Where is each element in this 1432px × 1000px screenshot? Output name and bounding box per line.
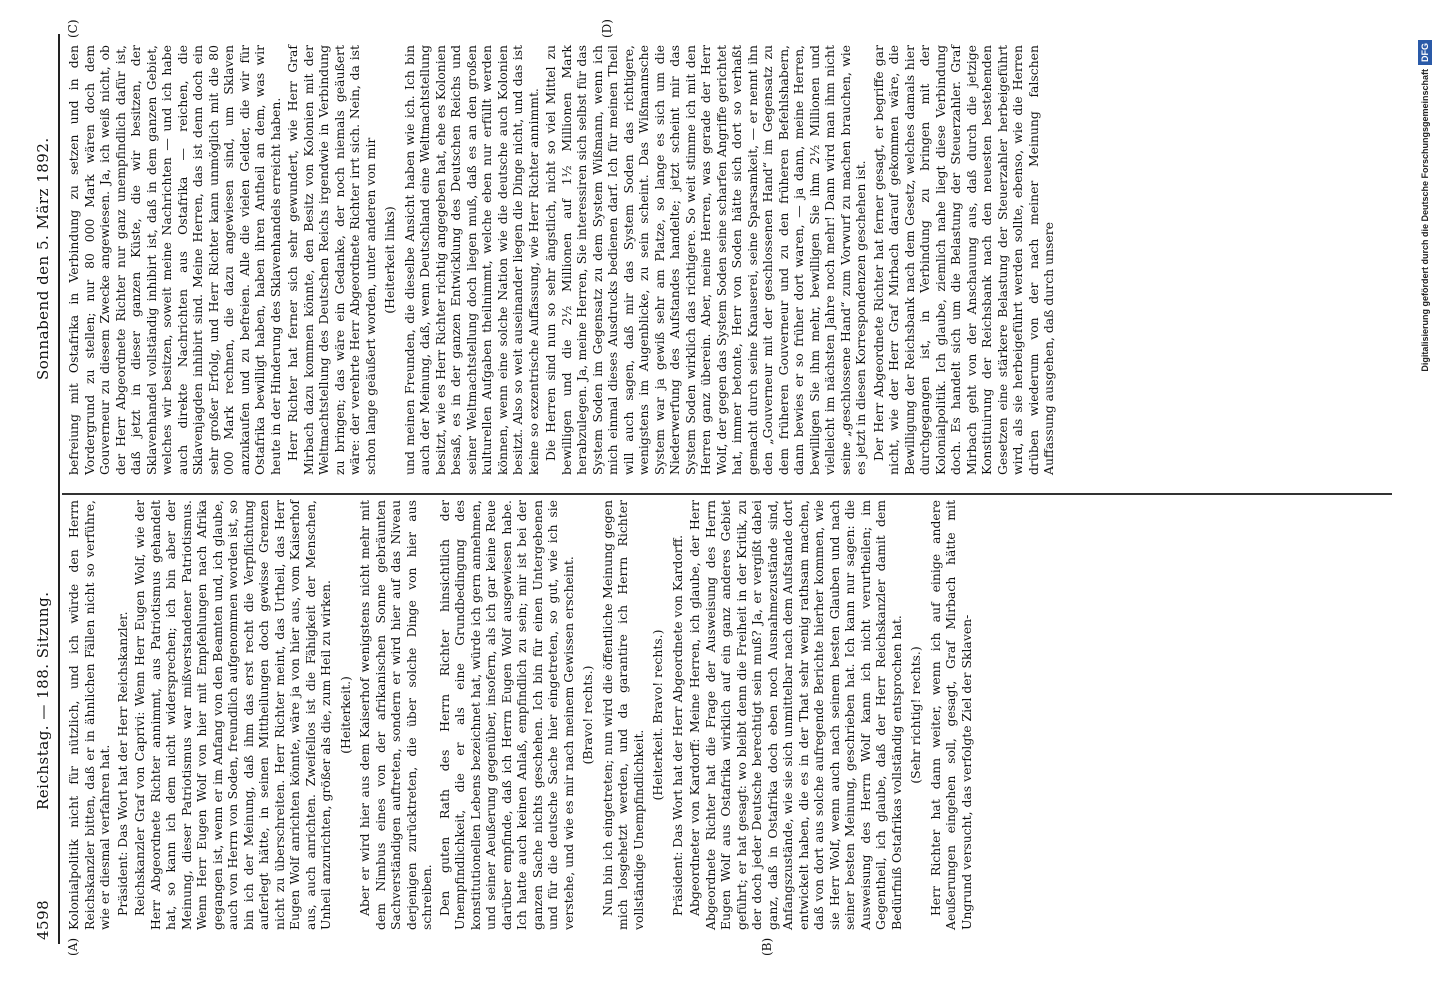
paragraph: Nun bin ich eingetreten; nun wird die öffentliche Meinung gegen mich losgehetzt werden, und da garantire ich Herrn Richter vollständige Unempfindlichkeit.: [599, 500, 646, 930]
margin-mark-c: (C): [66, 19, 80, 38]
paragraph: Aber er wird hier aus dem Kaiserhof wenigstens nicht mehr mit dem Nimbus eines von der afrikanischen Sonne gebräunten Sachverständigen auftreten, sondern er wird hier auf das Niveau derjenigen zurücktreten, die über solche Dinge von hier aus schreiben.: [357, 500, 434, 930]
session-date: Sonnabend den 5. März 1892.: [34, 137, 52, 380]
page-number: 4598: [34, 899, 52, 940]
paragraph: Der Herr Abgeordnete Richter hat ferner gesagt, er begriffe gar nicht, wie der Herr Graf Mirbach darauf gekommen wäre, die Bewilligung der Reichsbank nach dem Gesetz, welches damals hier durchgegangen ist, in Verbindung zu bringen mit der Kolonialpolitik. Ich glaube, ziemlich nahe liegt diese Verbindung doch. Es handelt sich um die Belastung der Steuerzahler. Graf Mirbach geht von der Anschauung aus, daß durch die jetzige Konstituirung der Reichsbank nach den neuesten bestehenden Gesetzen eine stärkere Belastung der Steuerzahler herbeigeführt wird, als sie herbeigeführt werden sollte, ebenso, wie die Herren drüben wiederum von der nach meiner Meinung falschen Auffassung ausgehen, daß durch unsere: [870, 45, 1056, 475]
paragraph: befreiung mit Ostafrika in Verbindung zu setzen und in den Vordergrund zu stellen; nur 80 000 Mark wären doch dem Gouverneur zu diesem Zwecke angewiesen. Ja, ich weiß nicht, ob der Herr Abgeordnete Richter nur ganz unempfindlich dafür ist, daß jetzt in dieser ganzen Küste, die wir besitzen, der Sklavenhandel vollständig inhibirt ist, daß in dem ganzen Gebiet, welches wir besitzen, soweit meine Nachrichten — und ich habe auch direkte Nachrichten aus Ostafrika — reichen, die Sklavenjagden inhibirt sind. Meine Herren, das ist denn doch ein sehr großer Erfolg, und Herr Richter kann unmöglich mit die 80 000 Mark rechnen, die dazu angewiesen sind, um Sklaven anzukaufen und zu befreien. Alle die vielen Gelder, die wir für Ostafrika bewilligt haben, haben ihren Antheil an dem, was wir heute in der Hinderung des Sklavenhandels erreicht haben.: [66, 45, 283, 475]
digitization-notice: [1418, 40, 1432, 960]
paragraph: und meinen Freunden, die dieselbe Ansicht haben wie ich. Ich bin auch der Meinung, daß, wenn Deutschland eine Weltmachtstellung besitzt, wie es Herr Richter richtig angegeben hat, ehe es Kolonien besaß, es in der ganzen Entwicklung des Deutschen Reichs und seiner Weltmachtstellung doch liegen muß, daß es an den großen kulturellen Aufgaben theilnimmt, welche eben nur erfüllt werden können, wenn eine solche Nation wie die deutsche auch Kolonien besitzt. Also so weit auseinander liegen die Dinge nicht, und das ist keine so exzentrische Auffassung, wie Herr Richter annimmt.: [401, 45, 541, 475]
speaker-paragraph: Präsident: Das Wort hat der Herr Abgeordnete von Kardorff.: [669, 534, 685, 916]
reaction: (Sehr richtig! rechts.): [908, 646, 923, 784]
column-divider: [62, 494, 1392, 496]
reaction: (Heiterkeit.): [337, 676, 353, 754]
paragraph: Abgeordneter von Kardorff: Meine Herren, ich glaube, der Herr Abgeordnete Richter hat die Frage der Ausweisung des Herrn Eugen Wolf aus Ostafrika wirklich auf ein ganz anderes Gebiet geführt; er hat gesagt: wo bleibt denn die Freiheit in der Kritik, zu der doch jeder Deutsche berechtigt sein muß? Ja, er vergißt dabei ganz, daß in Ostafrika doch eben noch Ausnahmezustände sind, Anfangszustände, wie sie sich unmittelbar nach dem Aufstande dort entwickelt haben, die es in der That sehr wenig rathsam machen, daß von dort aus solche aufregende Berichte hierher kommen, wie sie Herr Wolf, wenn auch nach seinem besten Glauben und nach seiner besten Meinung, geschrieben hat. Ich kann nur sagen: die Ausweisung des Herrn Wolf kann ich nicht verurtheilen; im Gegentheil, ich glaube, daß der Herr Reichskanzler damit dem Bedürfniß Ostafrikas vollständig entsprochen hat.: [687, 500, 904, 930]
paragraph: Herr Richter hat dann weiter, wenn ich auf einige andere Aeußerungen eingehen soll, gesagt, Graf Mirbach hätte mit Ungrund versucht, das verfolgte Ziel der Sklaven-: [927, 500, 974, 930]
paragraph: Den guten Rath des Herrn Richter hinsichtlich der Unempfindlichkeit, die er als eine Grundbedingung des konstitutionellen Lebens bezeichnet hat, würde ich gern annehmen, und seiner Aeußerung gegenüber, insofern, als ich gar keine Reue darüber empfinde, daß ich Herrn Eugen Wolf ausgewiesen habe. Ich hatte auch keinen Anlaß, empfindlich zu sein; mir ist bei der ganzen Sache nichts geschehen. Ich bin für einen Untergebenen und für die deutsche Sache hier eingetreten, so gut, wie ich sie verstehe, und wie es mir nach meinem Gewissen erscheint.: [436, 500, 576, 930]
reaction: (Heiterkeit links): [382, 206, 397, 314]
margin-mark-a: (A): [66, 937, 80, 956]
paragraph: Die Herren sind nun so sehr ängstlich, nicht so viel Mittel zu bewilligen und die 2½ Millionen auf 1½ Millionen Mark herabzulegen. Ja, meine Herren, Sie interessiren sich selbst für das System Soden im Gegensatz zu dem System Wißmann, wenn ich mich einmal dieses Ausdrucks bedienen darf. Ich für meinen Theil will auch sagen, daß mir das System Soden das richtigere, wenigstens im Augenblicke, zu sein scheint. Das Wißmannsche System war ja gewiß sehr am Platze, so lange es sich um die Niederwerfung des Aufstandes handelte; jetzt scheint mir das System Soden wirklich das richtigere. So weit stimme ich mit den Herren ganz überein. Aber, meine Herren, was gerade der Herr Wolf, der gegen das System Soden seine scharfen Angriffe gerichtet hat, immer betonte, Herr von Soden hätte sich dort so verhaßt gemacht durch seine Knauserei, seine Sparsamkeit, — er nennt ihn den „Gouverneur mit der geschlossenen Hand“ im Gegensatz zu dem früheren Gouverneur und zu den früheren Befehlshabern, dann bewies er so früher dort waren, — ja dann, meine Herren, bewilligen Sie ihm mehr, bewilligen Sie ihm 2½ Millionen und vielleicht im nächsten Jahre noch mehr! Dann wird man ihm nicht seine „geschlossene Hand“ zum Vorwurf zu machen brauchen, wie es jetzt in diesen Korrespondenzen geschehen ist.: [543, 45, 868, 475]
paragraph: Reichskanzler Graf von Caprivi: Wenn Herr Eugen Wolf, wie der Herr Abgeordnete Richter annimmt, aus Patriotismus gehandelt hat, so kann ich dem nicht widersprechen; ich bin aber der Meinung, dieser Patriotismus war mißverstandener Patriotismus. Wenn Herr Eugen Wolf von hier mit Empfehlungen nach Afrika gegangen ist, wenn er im Anfang von den Beamten und, ich glaube, auch von Herrn von Soden, freundlich aufgenommen worden ist, so bin ich der Meinung, daß ihm das erst recht die Verpflichtung auferlegt hätte, in seinen Mittheilungen doch gewisse Grenzen nicht zu überschreiten. Herr Richter meint, das Urtheil, das Herr Eugen Wolf anrichten könnte, wäre ja von hier aus, vom Kaiserhof aus, auch anrichten. Zweifellos ist die Fähigkeit der Menschen, Unheil anzurichten, größer als die, zum Heil zu wirken.: [132, 500, 333, 930]
digitization-sidebar: [1418, 40, 1432, 960]
margin-mark-d: (D): [600, 19, 614, 38]
margin-mark-b: (B): [760, 937, 774, 956]
page-header: [34, 40, 54, 940]
speaker-paragraph: Präsident: Das Wort hat der Herr Reichskanzler.: [114, 611, 130, 916]
session-title: Reichstag. — 188. Sitzung.: [34, 591, 52, 810]
left-column: [66, 500, 976, 930]
paragraph: Kolonialpolitik nicht für nützlich, und ich würde den Herrn Reichskanzler bitten, daß er in ähnlichen Fällen nicht so verführe, wie er diesmal verfahren hat.: [66, 500, 112, 930]
reaction: (Bravo! rechts.): [580, 665, 595, 765]
paragraph: Herr Richter hat ferner sich sehr gewundert, wie Herr Graf Mirbach dazu kommen könnte, den Besitz von Kolonien mit der Weltmachtstellung des Deutschen Reichs irgendwie in Verbindung zu bringen; das wäre ein Gedanke, der noch niemals geäußert wäre: der verehrte Herr Abgeordnete Richter irrt sich. Nein, da ist schon lange geäußert worden, unter anderen von mir: [285, 45, 378, 475]
dfg-logo: DFG: [1418, 40, 1432, 65]
header-rule: [58, 34, 60, 944]
reaction: (Heiterkeit. Bravo! rechts.): [650, 629, 665, 801]
digitization-notice-text: Digitalisierung gefördert durch die Deutsche Forschungsgemeinschaft: [1420, 69, 1430, 372]
right-column: [66, 45, 1059, 475]
